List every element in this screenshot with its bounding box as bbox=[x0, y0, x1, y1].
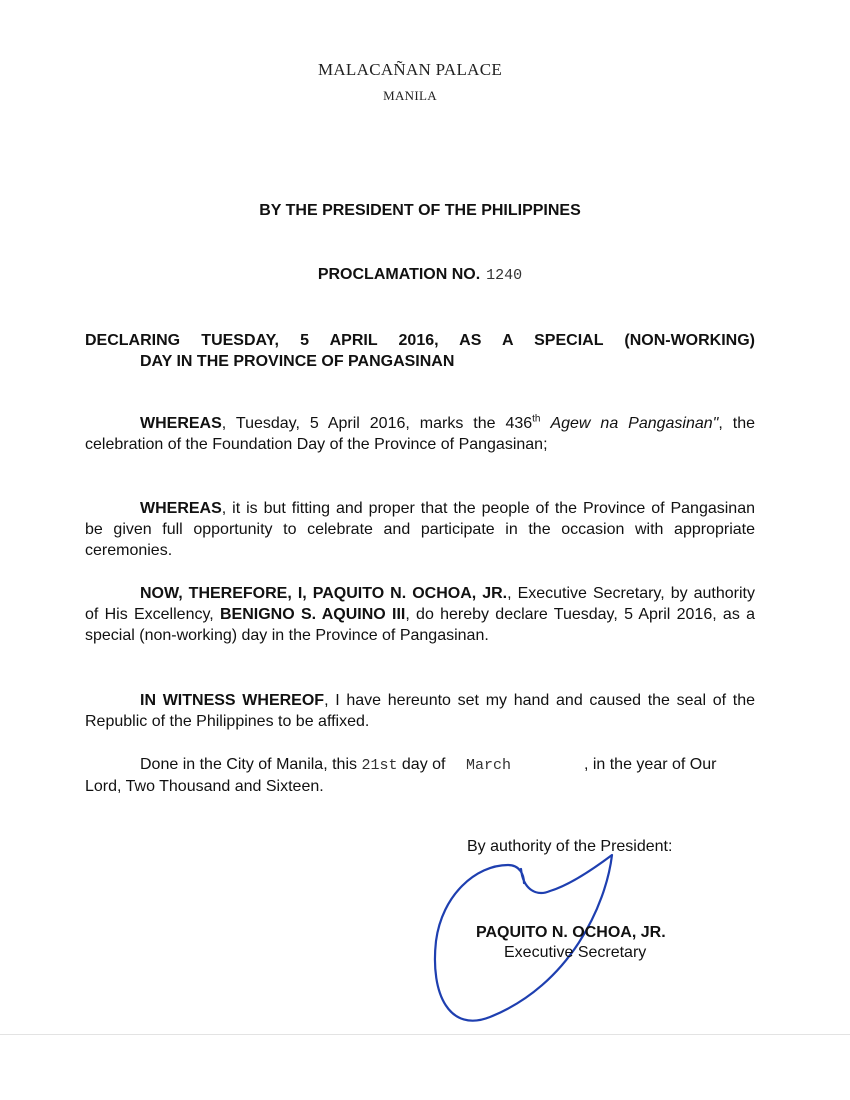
done-text-a: Done in the City of Manila, this bbox=[140, 756, 362, 773]
whereas-1-text-b: , the celebration of the Foundation Day of the Province of Pangasinan; bbox=[85, 415, 756, 453]
whereas-1-text-a: , Tuesday, 5 April 2016, marks the 436 bbox=[221, 415, 533, 432]
signatory-name: PAQUITO N. OCHOA, JR. bbox=[476, 924, 666, 941]
president-name: BENIGNO S. AQUINO III bbox=[220, 606, 406, 623]
whereas-lead-2: WHEREAS bbox=[140, 500, 222, 517]
page-bottom-rule bbox=[0, 1034, 850, 1035]
title-line-1: DECLARING TUESDAY, 5 APRIL 2016, AS A SPECIAL (NON-WORKING) bbox=[85, 332, 755, 349]
ordinal-suffix: th bbox=[532, 413, 541, 425]
now-therefore-paragraph bbox=[85, 583, 755, 646]
whereas-paragraph-2 bbox=[85, 498, 755, 561]
now-therefore-lead: NOW, THEREFORE, I, PAQUITO N. OCHOA, JR. bbox=[140, 585, 508, 602]
proclamation-title bbox=[85, 330, 755, 372]
now-therefore-text-a: , Executive Secretary, by authority of His Excellency, bbox=[85, 585, 755, 623]
proclamation-label: PROCLAMATION NO. bbox=[317, 266, 481, 283]
now-therefore-text-b: , do hereby declare Tuesday, 5 April 2016, as a special (non-working) day in the Province of Pangasinan. bbox=[85, 606, 756, 644]
witness-text: , I have hereunto set my hand and caused the seal of the Republic of the Philippines to be affixed. bbox=[85, 692, 755, 730]
whereas-paragraph-1 bbox=[85, 413, 755, 455]
signatory-title: Executive Secretary bbox=[504, 944, 647, 961]
title-line-2: DAY IN THE PROVINCE OF PANGASINAN bbox=[140, 353, 455, 370]
letterhead-city: MANILA bbox=[383, 88, 437, 103]
done-text-c: , in the year of Our Lord, Two Thousand and Sixteen. bbox=[85, 756, 717, 795]
by-authority-line: By authority of the President: bbox=[467, 838, 673, 855]
done-month: March bbox=[465, 757, 511, 774]
done-text-b: day of bbox=[397, 756, 450, 773]
witness-lead: IN WITNESS WHEREOF bbox=[140, 692, 325, 709]
by-president-heading: BY THE PRESIDENT OF THE PHILIPPINES bbox=[259, 202, 581, 219]
proclamation-number: 1240 bbox=[486, 267, 523, 284]
done-day: 21st bbox=[361, 757, 398, 774]
proclamation-heading bbox=[0, 266, 840, 284]
whereas-2-text: , it is but fitting and proper that the people of the Province of Pangasinan be given full opportunity to celebrate and participate in the occasion with appropriate ceremonies. bbox=[85, 500, 755, 559]
done-paragraph bbox=[85, 754, 755, 797]
agew-na-pangasinan: Agew na Pangasinan" bbox=[550, 415, 719, 432]
whereas-lead-1: WHEREAS bbox=[140, 415, 222, 432]
witness-paragraph bbox=[85, 690, 755, 732]
letterhead-palace: MALACAÑAN PALACE bbox=[317, 60, 503, 79]
